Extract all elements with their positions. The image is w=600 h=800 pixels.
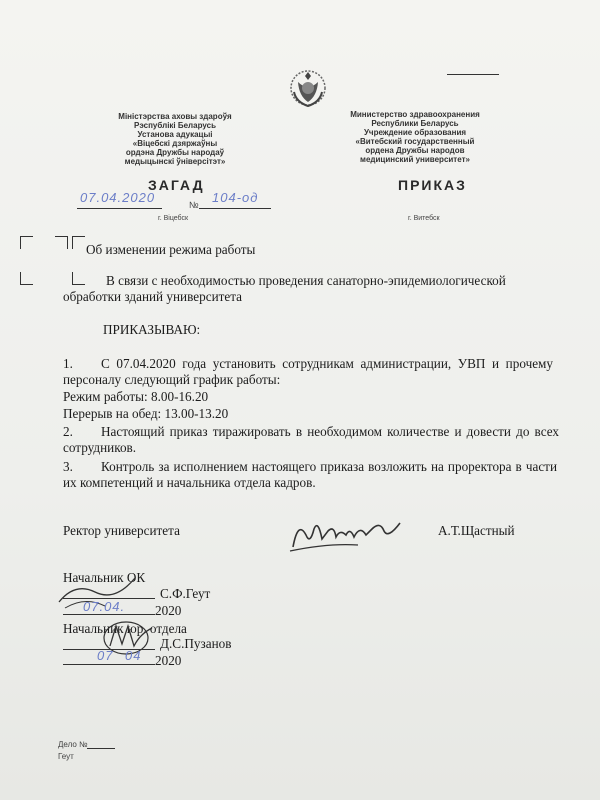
subject: Об изменении режима работы [86,242,256,257]
legal-date-handwritten-day: 07 [97,648,114,663]
item-number: 1. [63,356,73,371]
ok-date-line [63,614,155,615]
item-3-text: Контроль за исполнением настоящего приказа возложить на проректора в части их компетенций и начальника отдела кадров. [63,459,557,490]
header-left-line: Міністэрства аховы здароўя [118,112,232,121]
state-emblem-icon [286,66,330,110]
ok-year: 2020 [155,603,182,618]
legal-date-line [63,664,155,665]
order-word: ПРИКАЗЫВАЮ: [103,322,201,337]
item-1-break: Перерыв на обед: 13.00-13.20 [63,406,229,421]
top-right-line [447,74,499,75]
zagad-title: ЗАГАД [148,177,205,193]
header-left-line: Установа адукацыі [137,130,213,139]
author-label: Геут [58,752,74,761]
header-right-line: Республики Беларусь [371,119,459,128]
ok-name: С.Ф.Геут [160,586,211,601]
number-line [199,208,271,209]
rector-name: А.Т.Щастный [438,523,515,538]
corner-mark [72,236,85,249]
corner-mark [20,272,33,285]
intro-paragraph: В связи с необходимостью проведения санаторно-эпидемиологической обработки зданий университета [63,273,506,304]
date-handwritten: 07.04.2020 [80,190,156,205]
corner-mark [55,236,68,249]
header-left-line: «Віцебскі дзяржаўны [132,139,218,148]
header-left-line: Рэспублікі Беларусь [133,121,216,130]
legal-title: Начальник юр. отдела [63,621,187,636]
corner-mark [20,236,33,249]
item-number: 2. [63,424,73,439]
header-left-line: ордэна Дружбы народаў [125,148,225,157]
number-sign: № [189,200,199,210]
header-right-line: «Витебский государственный [355,137,475,146]
header-right-line: медицинский университет» [360,155,470,164]
header-left-line: медыцынскі ўніверсітэт» [124,157,226,166]
header-right-block [340,110,490,164]
header-right-line: Учреждение образования [363,128,467,137]
legal-date-handwritten-month: 04 [125,648,142,663]
item-2-text: Настоящий приказ тиражировать в необходимом количестве и довести до всех сотрудников. [63,424,559,455]
legal-year: 2020 [155,653,182,668]
prikaz-title: ПРИКАЗ [398,177,467,193]
item-1-text: С 07.04.2020 года установить сотрудникам администрации, УВП и прочему персоналу следующий график работы: [63,356,553,387]
item-number: 3. [63,459,73,474]
city-left: г. Віцебск [158,215,189,222]
delo-line [87,748,115,749]
ok-title: Начальник ОК [63,570,146,585]
rector-title: Ректор университета [63,523,180,538]
legal-name: Д.С.Пузанов [160,636,232,651]
header-right-line: ордена Дружбы народов [365,146,465,155]
city-right: г. Витебск [408,215,440,222]
item-1-hours: Режим работы: 8.00-16.20 [63,389,209,404]
delo-label: Дело № [58,740,88,749]
date-line [77,208,162,209]
ok-date-handwritten: 07.04. [83,599,126,614]
header-right-line: Министерство здравоохранения [350,110,480,119]
number-handwritten: 104-од [212,190,259,205]
header-left-block [100,112,250,166]
rector-signature-icon [288,515,408,555]
